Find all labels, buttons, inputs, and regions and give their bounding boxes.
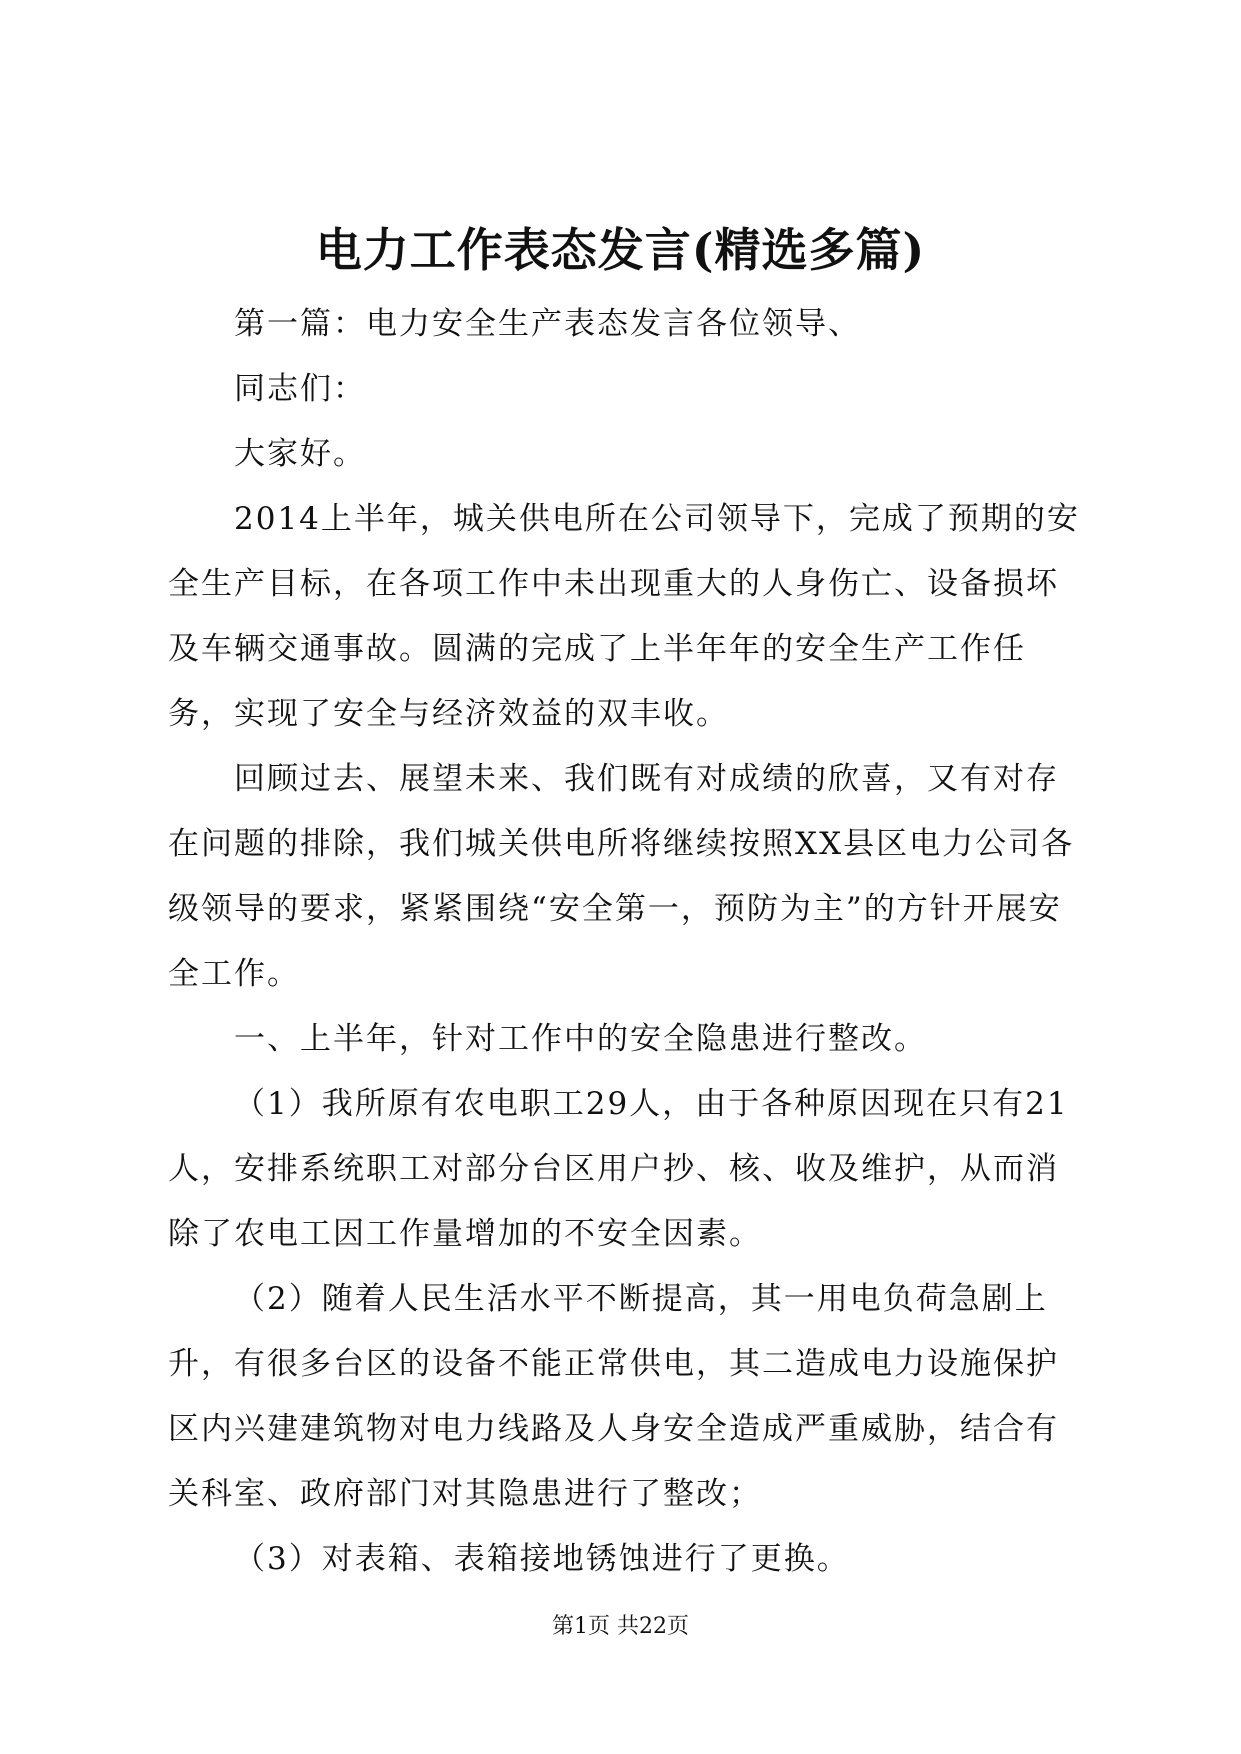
paragraph-greeting: 大家好。 — [234, 436, 366, 472]
document-body — [168, 292, 1088, 1592]
document-title: 电力工作表态发言(精选多篇) — [315, 223, 926, 277]
paragraph-outlook: 回顾过去、展望未来、我们既有对成绩的欣喜，又有对存在问题的排除，我们城关供电所将继续按照XX县区电力公司各级领导的要求，紧紧围绕“安全第一，预防为主”的方针开展安全工作。 — [168, 761, 1075, 992]
page-footer: 第1页 共22页 — [552, 1614, 689, 1639]
paragraph-item-1: （1）我所原有农电职工29人，由于各种原因现在只有21人，安排系统职工对部分台区用户抄、核、收及维护，从而消除了农电工因工作量增加的不安全因素。 — [168, 1086, 1069, 1252]
paragraph-item-2: （2）随着人民生活水平不断提高，其一用电负荷急剧上升，有很多台区的设备不能正常供电，其二造成电力设施保护区内兴建建筑物对电力线路及人身安全造成严重威胁，结合有关科室、政府部门对其隐患进行了整改； — [168, 1281, 1059, 1512]
paragraph-salutation: 同志们： — [234, 371, 366, 407]
paragraph-point-one: 一、上半年，针对工作中的安全隐患进行整改。 — [234, 1021, 927, 1057]
paragraph-summary: 2014上半年，城关供电所在公司领导下，完成了预期的安全生产目标，在各项工作中未出现重大的人身伤亡、设备损坏及车辆交通事故。圆满的完成了上半年年的安全生产工作任务，实现了安全与经济效益的双丰收。 — [168, 501, 1080, 732]
paragraph-item-3: （3）对表箱、表箱接地锈蚀进行了更换。 — [234, 1541, 850, 1577]
paragraph-section-heading: 第一篇：电力安全生产表态发言各位领导、 — [234, 306, 861, 342]
